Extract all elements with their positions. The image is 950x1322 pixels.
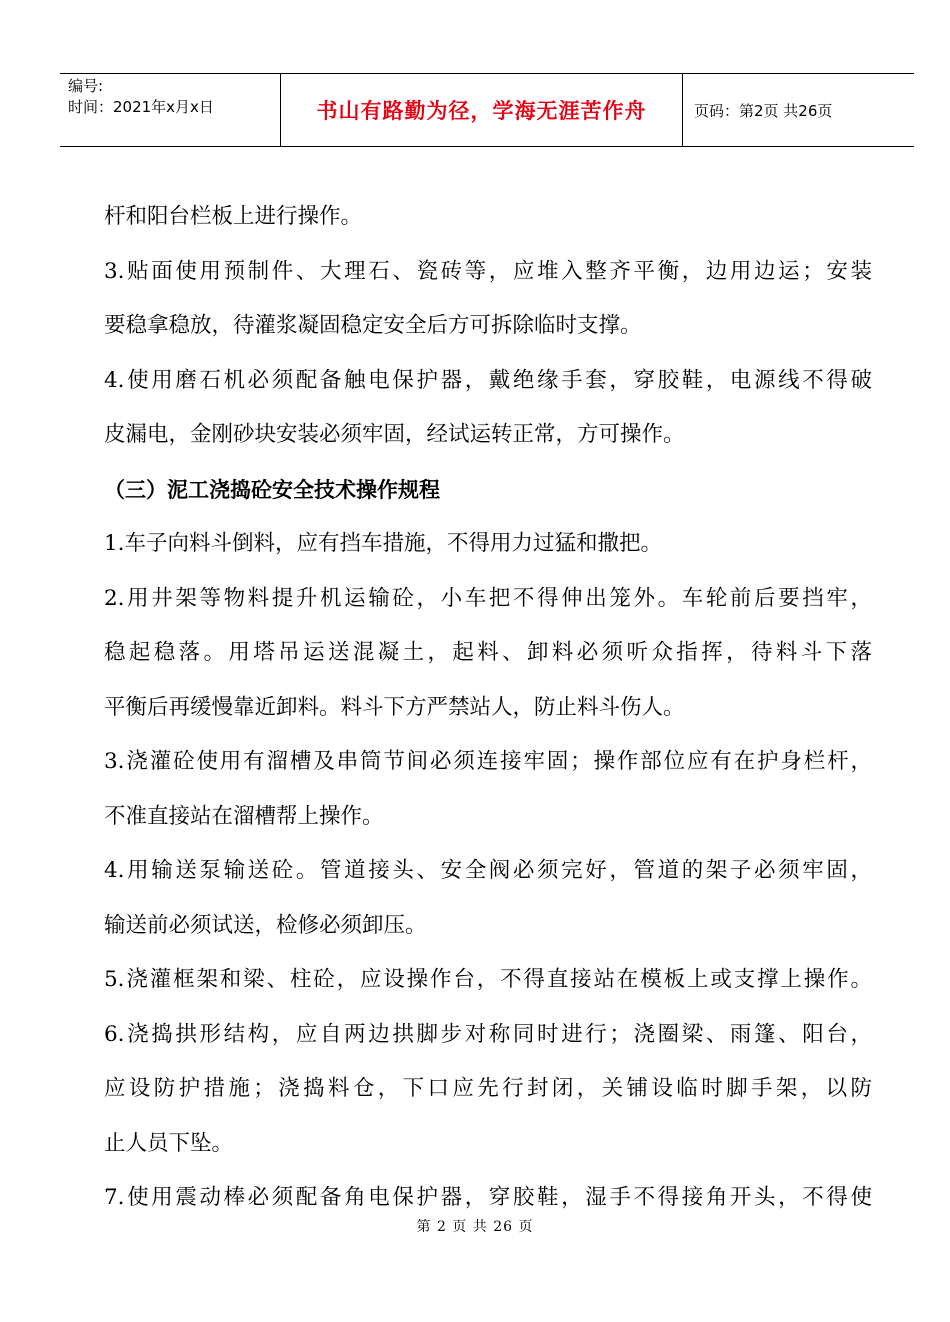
paragraph-line: 稳起稳落。用塔吊运送混凝土，起料、卸料必须听众指挥，待料斗下落 [104, 640, 872, 665]
document-number-label: 编号: [68, 77, 104, 95]
paragraph-line: 3.贴面使用预制件、大理石、瓷砖等，应堆入整齐平衡，边用边运；安装 [104, 258, 872, 284]
paragraph-line: 4.用输送泵输送砼。管道接头、安全阀必须完好，管道的架子必须牢固， [104, 858, 872, 883]
paragraph-line: 应设防护措施；浇捣料仓，下口应先行封闭，关铺设临时脚手架，以防 [104, 1076, 872, 1101]
header-motto: 书山有路勤为径，学海无涯苦作舟 [316, 99, 647, 123]
paragraph-line: 6.浇捣拱形结构，应自两边拱脚步对称同时进行；浇圈梁、雨篷、阳台， [104, 1021, 872, 1047]
paragraph-line: 2.用井架等物料提升机运输砼，小车把不得伸出笼外。车轮前后要挡牢， [104, 585, 872, 611]
page-footer: 第 2 页 共 26 页 [416, 1219, 534, 1235]
header-divider-right [682, 74, 683, 146]
header-meta [68, 76, 214, 118]
paragraph-line: 要稳拿稳放，待灌浆凝固稳定安全后方可拆除临时支撑。 [104, 313, 642, 338]
paragraph-line: 皮漏电，金刚砂块安装必须牢固，经试运转正常，方可操作。 [104, 422, 685, 447]
paragraph-line: 3.浇灌砼使用有溜槽及串筒节间必须连接牢固；操作部位应有在护身栏杆， [104, 749, 872, 774]
document-time-label: 时间：2021年x月x日 [68, 98, 214, 116]
page-header [60, 73, 914, 147]
paragraph-line: 不准直接站在溜槽帮上操作。 [104, 803, 384, 829]
paragraph-line: 杆和阳台栏板上进行操作。 [104, 204, 363, 229]
paragraph-line: 输送前必须试送，检修必须卸压。 [104, 912, 427, 938]
paragraph-line: 5.浇灌框架和梁、柱砼，应设操作台，不得直接站在模板上或支撑上操作。 [104, 967, 872, 992]
paragraph-line: 平衡后再缓慢靠近卸料。料斗下方严禁站人，防止料斗伤人。 [104, 694, 685, 720]
document-body [104, 190, 894, 1226]
section-heading: （三）泥工浇捣砼安全技术操作规程 [104, 477, 440, 502]
header-page-number: 页码：第2页 共26页 [694, 101, 833, 120]
paragraph-line: 7.使用震动棒必须配备角电保护器，穿胶鞋，湿手不得接角开头，不得使 [104, 1185, 872, 1210]
paragraph-line: 1.车子向料斗倒料，应有挡车措施，不得用力过猛和撒把。 [104, 531, 663, 556]
paragraph-line: 4.使用磨石机必须配备触电保护器，戴绝缘手套，穿胶鞋，电源线不得破 [104, 367, 872, 393]
paragraph-line: 止人员下坠。 [104, 1130, 234, 1156]
